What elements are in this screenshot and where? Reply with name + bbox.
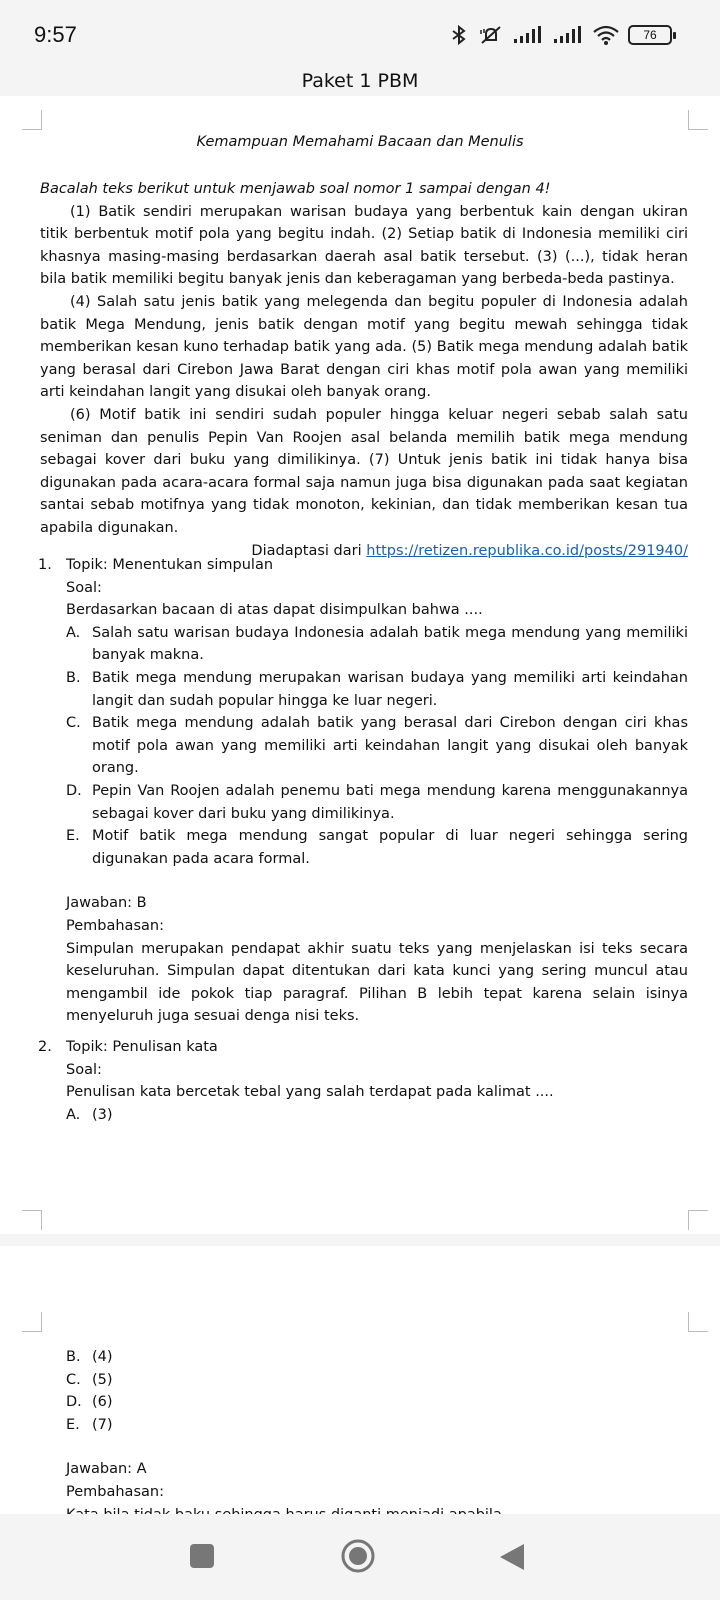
signal-icon — [552, 24, 584, 46]
paragraph-1: (1) Batik sendiri merupakan warisan budaya yang berbentuk kain dengan ukiran titik berbentuk motif pola yang begitu indah. (2) Setiap batik di Indonesia memiliki ciri khasnya masing-masing berdasarkan daerah asal batik tersebut. (3) (...), tidak heran bila batik memiliki begitu banyak jenis dan keberagaman yang berbeda-beda pastinya. — [40, 203, 688, 288]
page-corner-mark — [22, 1312, 42, 1332]
option-text: (5) — [92, 1371, 113, 1388]
explanation-label: Pembahasan: — [66, 917, 164, 934]
option-c — [66, 1369, 688, 1392]
option-letter: E. — [66, 828, 80, 845]
wifi-icon — [592, 24, 620, 46]
option-text: (7) — [92, 1416, 113, 1433]
signal-icon — [512, 24, 544, 46]
option-text: (4) — [92, 1349, 113, 1365]
explanation-text-partial — [66, 1504, 688, 1514]
battery-icon: 76 — [628, 25, 672, 45]
option-b — [66, 667, 688, 712]
reading-text — [40, 178, 688, 562]
topic-text: Topik: Menentukan simpulan — [66, 557, 274, 573]
option-e — [66, 1414, 688, 1437]
option-c — [66, 712, 688, 780]
explanation-text: Simpulan merupakan pendapat akhir suatu teks yang menjelaskan isi teks secara keseluruhan. Simpulan dapat ditentukan dari kata kunci yang sering muncul atau mengambil ide pokok tiap paragraf. Pilihan B lebih tepat karena selain isinya menyeluruh juga sesuai denga nisi teks. — [66, 940, 688, 1025]
question-2-topic — [38, 1036, 688, 1059]
option-letter: D. — [66, 1394, 82, 1411]
option-text: (3) — [92, 1106, 113, 1123]
status-icons — [448, 24, 672, 46]
status-time: 9:57 — [34, 22, 77, 47]
answer-text: Jawaban: A — [66, 1461, 147, 1478]
question-2 — [38, 1036, 688, 1126]
page-corner-mark — [22, 1210, 42, 1230]
topic-text: Topik: Penulisan kata — [66, 1039, 218, 1055]
page-corner-mark — [688, 110, 708, 130]
option-letter: C. — [66, 715, 81, 732]
app-title-bar — [0, 70, 720, 96]
question-text: Penulisan kata bercetak tebal yang salah terdapat pada kalimat .... — [66, 1084, 554, 1101]
soal-label: Soal: — [66, 579, 102, 596]
option-a — [66, 622, 688, 667]
option-letter: A. — [66, 1106, 81, 1123]
instruction-text: Bacalah teks berikut untuk menjawab soal nomor 1 sampai dengan 4! — [40, 181, 551, 197]
option-a — [66, 1104, 688, 1127]
source-link[interactable]: https://retizen.republika.co.id/posts/291940/ — [366, 542, 688, 559]
option-d — [66, 780, 688, 825]
option-letter: A. — [66, 624, 81, 641]
option-letter: B. — [66, 1349, 81, 1365]
page-corner-mark — [688, 1312, 708, 1332]
home-circle-icon[interactable] — [340, 1538, 376, 1574]
document-title: Paket 1 PBM — [301, 70, 419, 92]
page-corner-mark — [688, 1210, 708, 1230]
page-corner-mark — [22, 110, 42, 130]
option-text: (6) — [92, 1394, 113, 1411]
option-letter: C. — [66, 1371, 81, 1388]
bluetooth-icon — [448, 24, 470, 46]
option-text: Pepin Van Roojen adalah penemu bati mega mendung karena menggunakannya sebagai kover dari buku yang dimilikinya. — [92, 782, 688, 822]
question-1-topic — [38, 554, 688, 577]
section-heading: Kemampuan Memahami Bacaan dan Menulis — [196, 134, 524, 150]
question-1 — [38, 554, 688, 1028]
option-b — [66, 1346, 688, 1369]
option-letter: B. — [66, 669, 81, 686]
question-number: 2. — [38, 1039, 52, 1055]
paragraph-2: (4) Salah satu jenis batik yang melegenda dan begitu populer di Indonesia adalah batik Mega Mendung, jenis batik dengan motif yang begitu mewah sehingga tidak memberikan kesan kuno terhadap batik yang ada. (5) Batik mega mendung adalah batik yang berasal dari Cirebon Jawa Barat dengan ciri khas motif pola awan yang memiliki arti keindahan langit yang disukai oleh banyak orang. — [40, 293, 688, 401]
option-text: Salah satu warisan budaya Indonesia adalah batik mega mendung yang memiliki banyak makna. — [92, 624, 688, 664]
option-text: Motif batik mega mendung sangat popular di luar negeri sehingga sering digunakan pada acara formal. — [92, 828, 688, 867]
paragraph-3: (6) Motif batik ini sendiri sudah populer hingga keluar negeri sebab salah satu seniman dan penulis Pepin Van Roojen asal belanda memilih batik mega mendung sebagai kover dari buku yang dimilikinya. (7) Untuk jenis batik ini tidak hanya bisa digunakan pada acara-acara formal saja namun juga bisa digunakan pada saat kegiatan santai sebab motifnya yang tidak monoton, kekinian, dan tidak memberikan kesan tua apabila digunakan. — [40, 406, 688, 536]
option-text: Batik mega mendung adalah batik yang berasal dari Cirebon dengan ciri khas motif pola awan yang memiliki arti keindahan langit yang disukai oleh banyak orang. — [92, 715, 688, 777]
question-text: Berdasarkan bacaan di atas dapat disimpulkan bahwa .... — [66, 602, 483, 619]
source-label: Diadaptasi dari — [251, 542, 362, 559]
mute-icon — [478, 24, 504, 46]
status-bar — [0, 0, 720, 70]
option-d — [66, 1391, 688, 1414]
document-page-2[interactable] — [0, 1246, 720, 1514]
back-triangle-icon[interactable] — [498, 1542, 526, 1572]
document-page-1[interactable] — [0, 96, 720, 1234]
recents-square-icon[interactable] — [188, 1542, 216, 1570]
explanation-label: Pembahasan: — [66, 1483, 164, 1500]
option-letter: D. — [66, 782, 82, 799]
option-letter: E. — [66, 1416, 80, 1433]
navigation-bar — [0, 1514, 720, 1600]
question-number: 1. — [38, 557, 52, 573]
question-2-continued — [38, 1346, 688, 1514]
option-text: Batik mega mendung merupakan warisan budaya yang memiliki arti keindahan langit dan sudah popular hingga ke luar negeri. — [92, 669, 688, 709]
option-e — [66, 825, 688, 870]
soal-label: Soal: — [66, 1061, 102, 1078]
answer-text: Jawaban: B — [66, 895, 147, 912]
